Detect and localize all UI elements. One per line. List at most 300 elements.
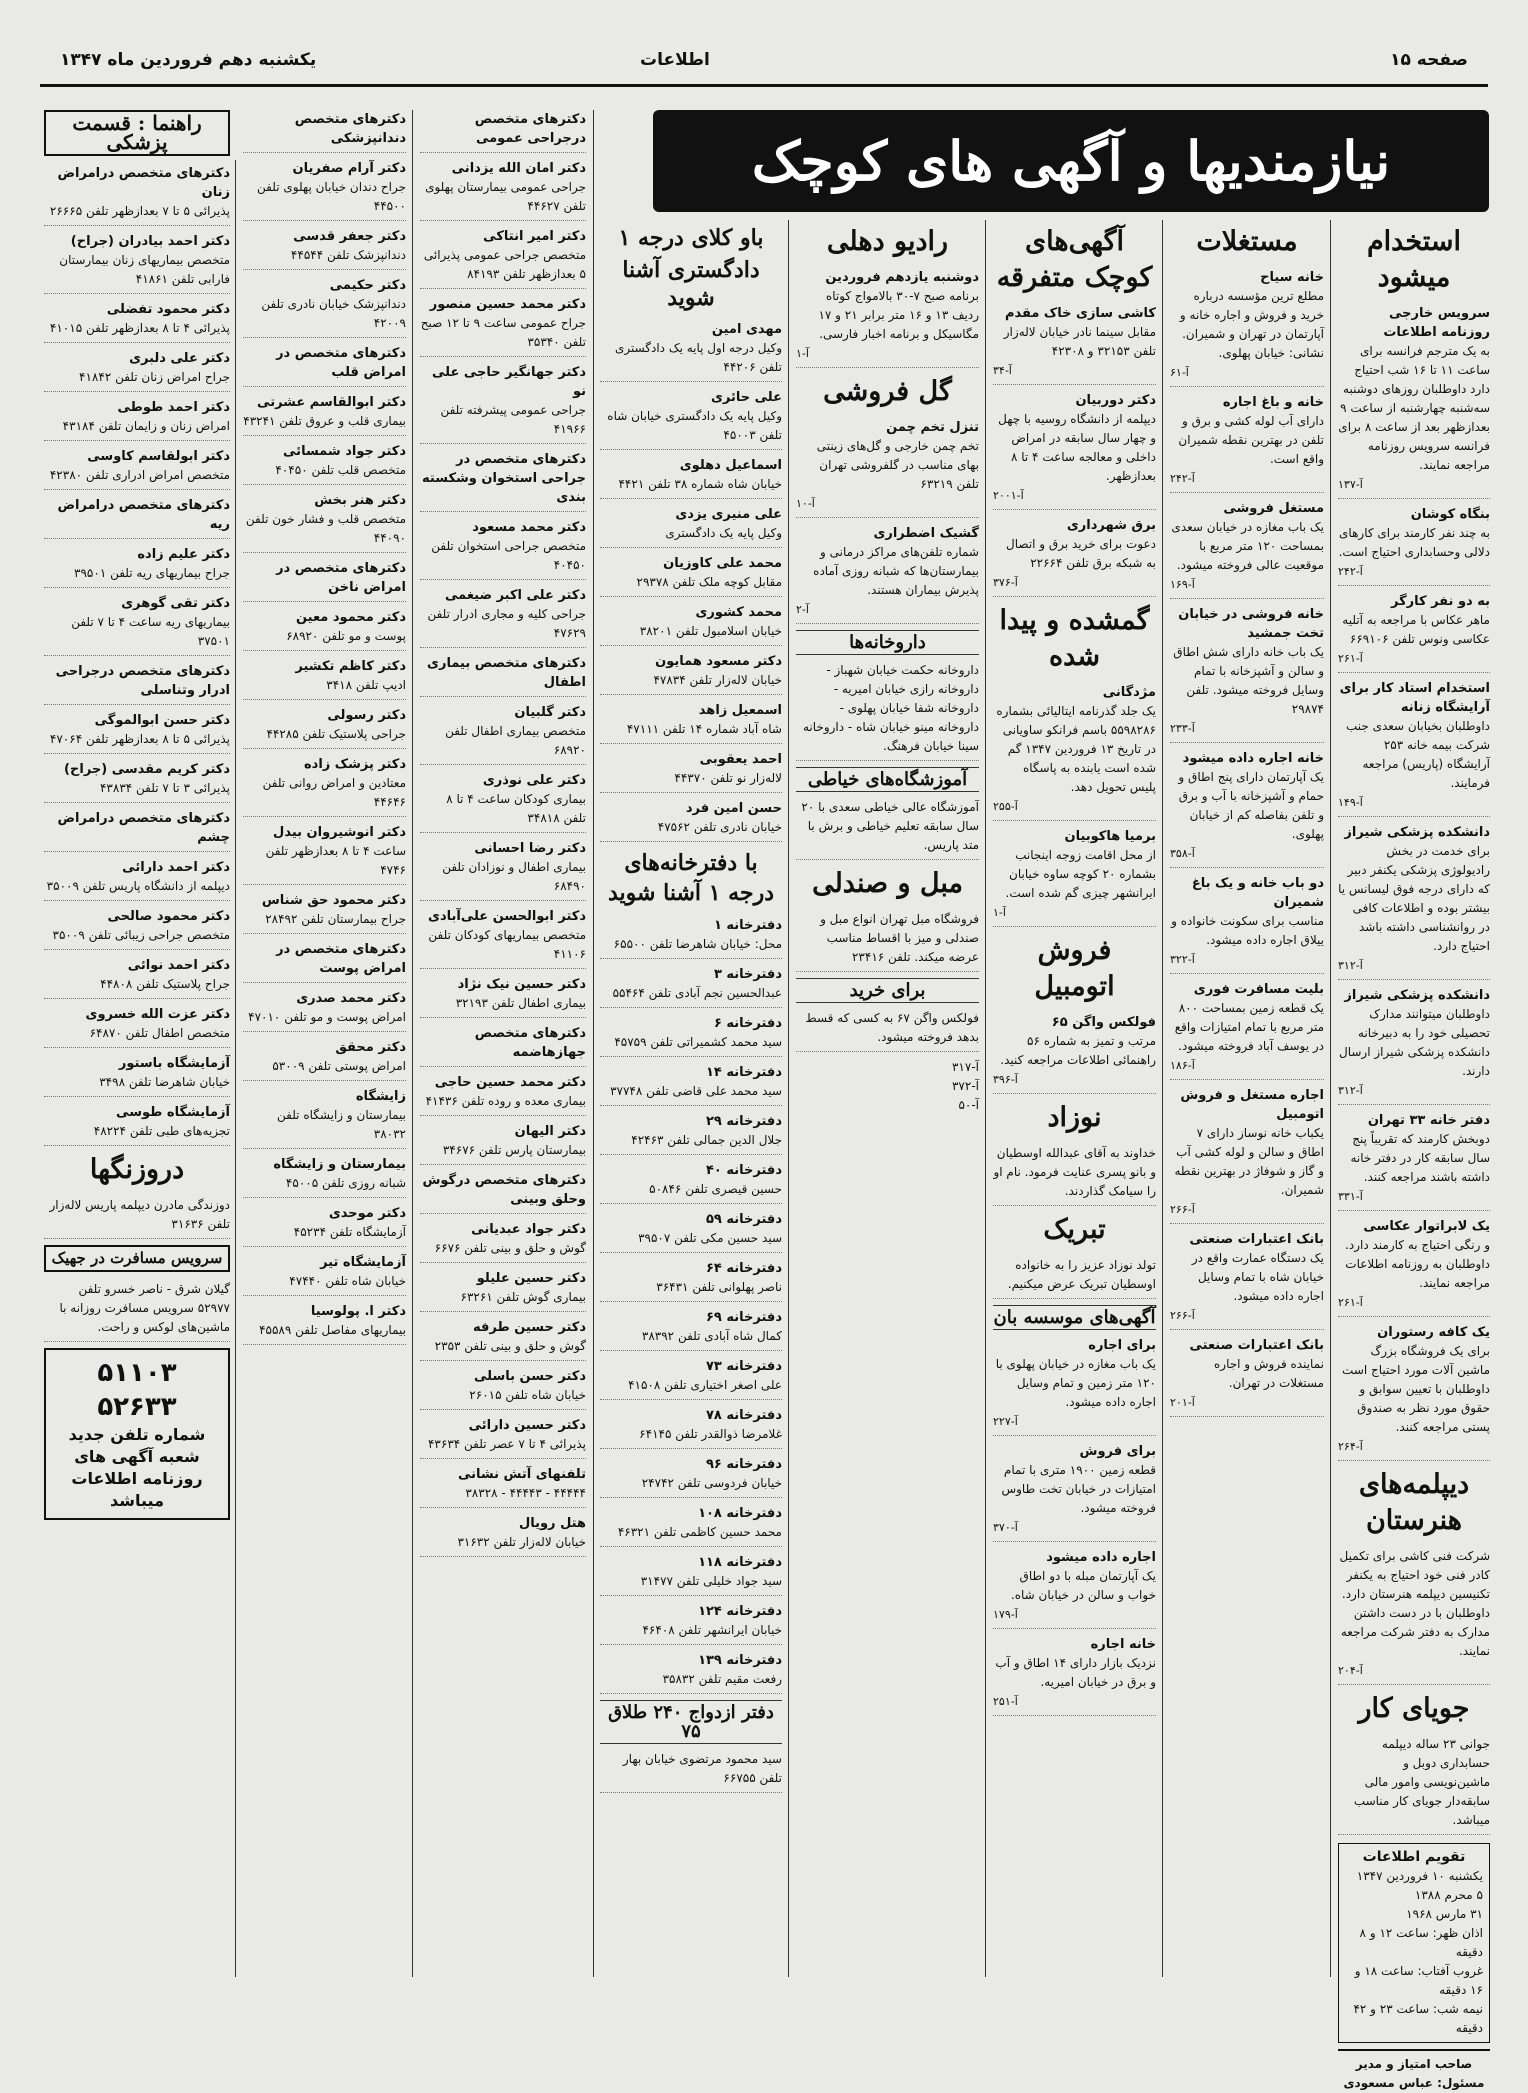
ad-text: ساعت ۴ تا ۸ بعدازظهر تلفن ۴۷۴۶ [265, 844, 406, 877]
ad-title: مهدی امین [711, 322, 782, 337]
ad-title: دفترخانه ۱۳۹ [698, 1653, 782, 1668]
ad-text: قطعه زمین ۱۹۰۰ متری با تمام امتیازات در خیابان تخت طاوس فروخته میشود. [1001, 1463, 1156, 1515]
ad-title: دکتر حکیمی [329, 278, 406, 293]
ad-title: خانه سیاح [1260, 270, 1324, 285]
ad-text: شماره تلفن‌های مراکز درمانی و بیمارستان‌ها که شبانه روزی آماده پذیرش بیماران هستند. [813, 545, 979, 597]
ad-item [600, 505, 782, 548]
ad-text: متخصص بیماریهای کودکان تلفن ۴۱۱۰۶ [428, 928, 586, 961]
ad-title: دفترخانه ۱۰۸ [698, 1506, 782, 1521]
section-heading-congrats: تبریک [1043, 1214, 1106, 1245]
ad-item [243, 344, 406, 387]
ad-item [1170, 1230, 1324, 1330]
ad-title: محمد کشوری [695, 605, 782, 620]
column-radio [796, 220, 979, 1990]
ad-reference: آ-۱۳۷ [1338, 478, 1363, 491]
ad-item [44, 858, 230, 901]
ad-text: علی اصغر اختیاری تلفن ۴۱۵۰۸ [628, 1378, 782, 1392]
ad-title: بانک اعتبارات صنعتی [1189, 1338, 1324, 1353]
ad-reference: آ-۲۰۴ [1338, 1664, 1363, 1677]
ad-title: دکتر حسن ابوالموگی [94, 713, 230, 728]
radio-refs [796, 1058, 979, 1115]
ad-text: متخصص قلب و فشار خون تلفن ۴۴۰۹۰ [245, 512, 406, 545]
ad-item [243, 159, 406, 221]
column-misc [993, 220, 1156, 1990]
ad-item [420, 839, 586, 901]
ad-text: یک آپارتمان مبله با دو اطاق خواب و سالن در خیابان شاه. [1010, 1569, 1156, 1602]
ad-item [44, 1103, 230, 1146]
ad-item [600, 1014, 782, 1057]
ad-text: پذیرائی ۴ تا ۷ عصر تلفن ۴۳۶۳۴ [427, 1437, 586, 1451]
ad-text: برنامه صبح ۷-۳۰ بالامواج کوتاه ردیف ۱۳ و ۱۶ متر برابر ۲۱ و ۱۷ مگاسیکل و برنامه اخبار فارسی. [818, 289, 979, 341]
ad-title: دکتر محمد صدری [296, 991, 406, 1006]
ad-title: بنگاه کوشان [1410, 507, 1490, 522]
ad-title: سرویس خارجی روزنامه اطلاعات [1383, 306, 1490, 340]
ad-text: ادیپ تلفن ۳۴۱۸ [326, 678, 406, 692]
ad-text: خیابان فردوسی تلفن ۲۴۷۴۲ [641, 1476, 782, 1490]
column-rule [235, 160, 236, 1977]
ad-text: وکیل درجه اول پایه یک دادگستری تلفن ۴۴۲۰۶ [614, 341, 782, 374]
section-heading-lawyers: باو کلای درجه ۱ [618, 225, 764, 251]
ad-item [600, 320, 782, 382]
ad-item [420, 771, 586, 833]
ad-text: وکیل پایه یک دادگستری [665, 526, 782, 540]
section-heading-newborn: نوزاد [1047, 1102, 1102, 1133]
ad-text: جراحی عمومی پیشرفته تلفن ۴۱۹۶۶ [440, 403, 586, 436]
ad-title: دکتر محقق [335, 1040, 406, 1055]
page-number: صفحه ۱۵ [1390, 50, 1468, 70]
ad-title: دکتر عزت الله خسروی [85, 1007, 230, 1022]
ad-item [44, 594, 230, 656]
ad-title: دفتر خانه ۳۳ تهران [1367, 1113, 1490, 1128]
ad-item [420, 159, 586, 221]
ad-title: دکترهای متخصص در امراض قلب [276, 346, 406, 380]
ad-reference: آ-۲۵۱ [993, 1695, 1018, 1708]
ad-item [44, 1054, 230, 1097]
ad-title: گشیک اضطراری [873, 526, 979, 541]
ad-title: استخدام استاد کار برای آرایشگاه زنانه [1339, 681, 1490, 715]
ad-item [243, 608, 406, 651]
ad-item [1338, 823, 1490, 980]
doctor-list-c [44, 164, 230, 1146]
ad-title: دکتر هنر بخش [314, 493, 406, 508]
ad-text: سید جواد خلیلی تلفن ۳۱۴۷۷ [640, 1574, 782, 1588]
ad-item [44, 545, 230, 588]
medical-guide-heading: راهنما : قسمت پزشکی [44, 110, 230, 156]
ad-title: دکتر پزشک زاده [303, 757, 406, 772]
ad-item [243, 227, 406, 270]
ad-title: دفترخانه ۲۹ [706, 1114, 782, 1129]
ad-item [44, 496, 230, 539]
travel-ad: گیلان شرق - ناصر خسرو تلفن ۵۲۹۷۷ سرویس مسافرت روزانه با ماشین‌های لوکس و راحت. [44, 1280, 230, 1342]
radio-ads [796, 268, 979, 368]
ad-text: یک باب خانه دارای شش اطاق و سالن و آشپزخانه با تمام وسایل فروخته میشود. تلفن ۲۹۸۷۴ [1173, 645, 1324, 716]
ad-title: دانشکده پزشکی شیراز [1344, 988, 1490, 1003]
ad-reference: آ-۲۴۲ [1170, 472, 1195, 485]
ad-title: دکتر مسعود همایون [655, 654, 782, 669]
section-heading-lost-found: گمشده و پیدا شده [999, 605, 1150, 672]
ad-title: دفترخانه ۱۲۴ [698, 1604, 782, 1619]
ad-item [600, 916, 782, 959]
ad-text: یک باب مغازه در خیابان پهلوی با ۱۲۰ متر زمین و تمام وسایل اجاره داده میشود. [995, 1357, 1156, 1409]
ad-item [420, 1269, 586, 1312]
ad-item [600, 1406, 782, 1449]
ad-title: کاشی سازی خاک مقدم [1004, 306, 1156, 321]
section-heading-marriage: دفتر ازدواج ۲۴۰ طلاق ۷۵ [600, 1700, 782, 1744]
section-heading-furniture: مبل و صندلی [812, 868, 963, 899]
tailoring-ad: آموزشگاه عالی خیاطی سعدی با ۲۰ سال سابقه تعلیم خیاطی و برش با متد پاریس. [796, 798, 979, 860]
ad-item [1170, 499, 1324, 599]
calendar-title: تقویم اطلاعات [1362, 1849, 1466, 1865]
ad-item [600, 1553, 782, 1596]
ad-text: بیماری معده و روده تلفن ۴۱۴۳۶ [425, 1094, 586, 1108]
ad-item [600, 1357, 782, 1400]
ad-title: دکتر جعفر قدسی [293, 229, 406, 244]
ad-item [600, 554, 782, 597]
ad-item [796, 418, 979, 518]
ad-text: خیابان لاله‌زار تلفن ۳۱۶۳۲ [457, 1535, 586, 1549]
lost-found-ads [993, 683, 1156, 927]
ad-item [600, 388, 782, 450]
ad-text: پذیرائی ۵ تا ۸ بعدازظهر تلفن ۴۷۰۶۴ [49, 732, 230, 746]
ad-item [420, 518, 586, 580]
ad-item [243, 1038, 406, 1081]
ad-text: داوطلبان بخیابان سعدی جنب شرکت بیمه خانه ۲۵۳ آرایشگاه (پاریس) مراجعه فرمایند. [1345, 719, 1490, 790]
employment-ads [1338, 304, 1490, 1461]
ad-title: دکتر رضا احسانی [474, 841, 586, 856]
ad-item [600, 603, 782, 646]
section-heading-diploma: دیپلمه‌های هنرستان [1358, 1469, 1470, 1536]
ad-title: دکتر محمود معین [295, 610, 406, 625]
ad-title: دفترخانه ۹۶ [706, 1457, 782, 1472]
ad-title: دکتر ا. پولوسیا [310, 1304, 406, 1319]
ad-title: آزمایشگاه تیر [320, 1255, 406, 1270]
lawyer-list [600, 320, 782, 842]
section-heading-pharmacies: داروخانه‌ها [796, 630, 979, 655]
ad-text: یک باب مغازه در خیابان سعدی بمساحت ۱۲۰ متر مربع با موقعیت عالی فروخته میشود. [1171, 520, 1324, 572]
ad-title: دکترهای متخصص درجراحی ادرار وتناسلی [55, 664, 230, 698]
ad-item [1338, 1217, 1490, 1317]
ad-item [420, 450, 586, 512]
ad-text: خیابان اسلامبول تلفن ۳۸۲۰۱ [639, 624, 782, 638]
ad-item [993, 304, 1156, 385]
ad-item [243, 559, 406, 602]
ad-text: تجزیه‌های طبی تلفن ۴۸۲۲۴ [93, 1124, 230, 1138]
list-line: ۵ محرم ۱۳۸۸ [1414, 1888, 1483, 1902]
column-doctors-dental [243, 110, 406, 1990]
ad-title: علی حائری [711, 390, 782, 405]
ad-reference: آ-۲۶۱ [1338, 1296, 1363, 1309]
ad-text: خیابان نادری تلفن ۴۷۵۶۲ [657, 820, 782, 834]
ad-item [1338, 1323, 1490, 1461]
ad-item [44, 809, 230, 852]
ad-item [600, 701, 782, 744]
ad-text: دوبخش کارمند که تقریباً پنج سال سابقه کار در دفتر خانه داشته باشند مراجعه کنند. [1350, 1132, 1490, 1184]
ad-title: دکتر محمد مسعود [472, 520, 586, 535]
ad-text: خیابان ایرانشهر تلفن ۴۶۴۰۸ [642, 1623, 782, 1637]
ad-title: دکتر تقی گوهری [121, 596, 230, 611]
ad-item [993, 683, 1156, 821]
ad-text: نماینده فروش و اجاره مستغلات در تهران. [1213, 1357, 1324, 1390]
ad-item [1170, 874, 1324, 974]
ad-text: خیابان شاه تلفن ۴۷۴۴۰ [289, 1274, 406, 1288]
ad-title: دکتر حسین دارائی [468, 1418, 586, 1433]
notary-list [600, 916, 782, 1694]
ad-item [243, 442, 406, 485]
tailor-ad: دوزندگی مادرن دیپلمه پاریس لاله‌زار تلفن ۳۱۶۳۶ [44, 1196, 230, 1239]
ad-title: اجاره مستغل و فروش اتومبیل [1180, 1088, 1324, 1122]
ad-title: دکتر حسن باسلی [474, 1369, 586, 1384]
ad-text: سید محمد علی قاضی تلفن ۳۷۷۴۸ [610, 1084, 782, 1098]
ad-item [243, 823, 406, 885]
section-heading-tailoring: آموزشگاه‌های خیاطی [796, 767, 979, 792]
ad-text: به چند نفر کارمند برای کارهای دلالی وحسابداری احتیاج است. [1338, 526, 1490, 559]
ad-item [44, 447, 230, 490]
ad-title: دفترخانه ۶۴ [706, 1261, 782, 1276]
ad-item [420, 654, 586, 697]
ad-item [600, 965, 782, 1008]
ad-title: دکتر موحدی [328, 1206, 406, 1221]
ad-item [243, 1204, 406, 1247]
ad-item [44, 398, 230, 441]
ad-text: دعوت برای خرید برق و اتصال به شبکه برق تلفن ۲۲۶۶۴ [1006, 537, 1156, 570]
ad-title: دکتر آرام صفریان [292, 161, 406, 176]
ad-title: دکتر کریم مقدسی (جراح) [64, 762, 230, 777]
ad-title: دکتر ابوالقاسم عشرتی [257, 395, 406, 410]
ad-title: دکتر دوربیان [1075, 393, 1156, 408]
ad-text: جراح عمومی ساعت ۹ تا ۱۲ صبح تلفن ۳۵۳۴۰ [420, 316, 586, 349]
ad-item [1170, 393, 1324, 493]
list-line: آ-۳۷۲ [951, 1079, 979, 1093]
ad-item [796, 524, 979, 624]
ad-title: دفترخانه ۷۳ [706, 1359, 782, 1374]
list-line: نیمه شب: ساعت ۲۳ و ۴۲ دقیقه [1353, 2002, 1483, 2035]
ad-item [243, 1253, 406, 1296]
ad-item [420, 227, 586, 289]
ad-title: تلفنهای آتش نشانی [457, 1467, 586, 1482]
ad-text: جراح امراض زنان تلفن ۴۱۸۴۲ [79, 370, 230, 384]
ad-title: یک لابراتوار عکاسی [1363, 1219, 1490, 1234]
ad-text: محل: خیابان شاهرضا تلفن ۶۵۵۰۰ [613, 937, 782, 951]
ad-title: دفترخانه ۱۱۸ [698, 1555, 782, 1570]
ad-item [1338, 505, 1490, 586]
ad-reference: آ-۳۳۱ [1338, 1190, 1363, 1203]
ad-title: دکترهای متخصص درامراض چشم [57, 811, 230, 845]
section-heading-buy: برای خرید [796, 978, 979, 1003]
ad-item [1170, 980, 1324, 1080]
new-phone-label: شماره تلفن جدید شعبه آگهی های روزنامه اطلاعات میباشد [68, 1425, 206, 1510]
ad-title: علی منیری یزدی [675, 507, 782, 522]
ad-item [1170, 605, 1324, 743]
ad-reference: آ-۳۷۰ [993, 1521, 1018, 1534]
ad-text: مطلع ترین مؤسسه درباره خرید و فروش و اجاره خانه و آپارتمان در تهران و شمیران. نشانی: خیابان پهلوی. [1179, 289, 1324, 360]
publisher-note: صاحب امتیاز و مدیر مسئول: عباس مسعودی [1338, 2049, 1490, 2093]
ad-text: دندانپزشک تلفن ۴۴۵۴۴ [290, 248, 406, 262]
ad-item [420, 1367, 586, 1410]
ad-item [243, 276, 406, 338]
ad-reference: آ-۲ [796, 603, 809, 616]
ad-text: رفعت مقیم تلفن ۳۵۸۳۲ [662, 1672, 782, 1686]
ad-text: کمال شاه آبادی تلفن ۳۸۳۹۲ [641, 1329, 782, 1343]
ad-title: دکتر حسین طرفه [472, 1320, 586, 1335]
ad-text: شبانه روزی تلفن ۴۵۰۰۵ [285, 1176, 406, 1190]
ad-item [600, 1504, 782, 1547]
real-estate-ads [1170, 268, 1324, 1417]
ad-title: دکترهای متخصص در جراحی استخوان وشکسته بندی [422, 452, 586, 505]
ad-text: بیماری قلب و عروق تلفن ۴۳۲۴۱ [243, 414, 406, 428]
ad-item [1338, 679, 1490, 817]
new-phone-box [44, 1348, 230, 1520]
ad-item [44, 164, 230, 226]
ad-title: دکترهای متخصص درجراحی عمومی [474, 112, 586, 146]
doctor-list-a [420, 110, 586, 1557]
ad-title: به دو نفر کارگر [1391, 594, 1490, 609]
section-heading-tailors: دروزنگها [89, 1154, 185, 1185]
column-lawyers [600, 220, 782, 1990]
ad-title: دکتر علی اکبر ضیغمی [444, 588, 586, 603]
ad-title: زایشگاه [355, 1089, 406, 1104]
ad-title: دکتر رسولی [327, 708, 406, 723]
ad-item [993, 827, 1156, 927]
ad-text: یک قطعه زمین بمساحت ۸۰۰ متر مربع با تمام امتیازات واقع در یوسف آباد فروخته میشود. [1174, 1001, 1324, 1053]
ad-title: دکتر ابولقاسم کاوسی [87, 449, 230, 464]
ad-title: دکتر احمد دارائی [122, 860, 230, 875]
ad-item [44, 711, 230, 754]
ad-reference: آ-۲۰۱ [1170, 1396, 1195, 1409]
ad-item [600, 456, 782, 499]
ad-item [1338, 592, 1490, 673]
ad-text: دیپلمه از دانشگاه روسیه با چهل و چهار سال سابقه در امراض داخلی و معالجه ساعت ۴ تا ۸ بعدازظهر. [998, 412, 1156, 483]
ad-text: شاه آباد شماره ۱۴ تلفن ۴۷۱۱۱ [626, 722, 782, 736]
ad-title: دکتر ابوالحسن علی‌آبادی [428, 909, 586, 924]
ad-item [600, 750, 782, 793]
ad-text: یک جلد گذرنامه ایتالیائی بشماره ۵۵۹۸۲۸۶ باسم فرانکو ساویانی در تاریخ ۱۳ فروردین ۱۳۴۷ گم شده است یابنده به پاسگاه پلیس تحویل دهد. [996, 704, 1156, 794]
ad-title: دکتر حسین علیلو [476, 1271, 586, 1286]
header-rule [40, 84, 1488, 87]
ad-title: برق شهرداری [1066, 518, 1156, 533]
list-line: یکشنبه ۱۰ فروردین ۱۳۴۷ [1356, 1869, 1483, 1883]
ad-text: متخصص اطفال تلفن ۶۴۸۷۰ [89, 1026, 230, 1040]
ad-text: مقابل سینما نادر خیابان لاله‌زار تلفن ۳۲۱۵۳ و ۴۲۳۰۸ [1003, 325, 1156, 358]
ad-title: دکترهای متخصص بیماری اطفال [427, 656, 586, 690]
ad-reference: آ-۲۲۷ [993, 1415, 1018, 1428]
ad-text: پذیرائی ۵ تا ۷ بعدازظهر تلفن ۲۶۶۶۵ [49, 204, 230, 218]
ad-text: حسین قیصری تلفن ۵۰۸۴۶ [649, 1182, 782, 1196]
ad-title: دکتر احمد نوائی [127, 958, 230, 973]
ad-item [243, 1302, 406, 1345]
ad-text: امراض پوستی تلفن ۵۳۰۰۹ [272, 1059, 406, 1073]
ad-text: بیماری گوش تلفن ۶۳۲۶۱ [460, 1290, 586, 1304]
ad-text: جراحی پلاستیک تلفن ۴۴۲۸۵ [266, 727, 406, 741]
ad-text: ۴۴۴۴۴ - ۴۴۴۴۳ - ۳۸۳۲۸ [465, 1486, 586, 1500]
marriage-ad: سید محمود مرتضوی خیابان بهار تلفن ۶۶۷۵۵ [600, 1750, 782, 1793]
ad-item [420, 975, 586, 1018]
ad-title: دفترخانه ۳ [713, 967, 782, 982]
ad-title: دکتر گلبیان [514, 705, 586, 720]
ad-title: دو باب خانه و یک باغ شمیران [1191, 876, 1324, 910]
ad-title: دکترهای متخصص درگوش وحلق وبینی [422, 1173, 586, 1207]
ad-item [993, 1336, 1156, 1436]
ad-text: ناصر پهلوانی تلفن ۳۶۴۳۱ [656, 1280, 782, 1294]
ad-text: محمد حسین کاظمی تلفن ۴۶۳۲۱ [617, 1525, 782, 1539]
doctor-list-b [243, 110, 406, 1345]
ad-item [44, 1005, 230, 1048]
calendar-box [1338, 1843, 1490, 2043]
section-heading-jobseeker: جویای کار [1358, 1693, 1470, 1724]
ad-text: متخصص قلب تلفن ۴۰۴۵۰ [275, 463, 406, 477]
paper-name: اطلاعات [640, 50, 710, 70]
ad-item [420, 1024, 586, 1067]
ad-title: بیمارستان و زایشگاه [273, 1157, 406, 1172]
ad-item [243, 393, 406, 436]
section-heading-misc: آگهی‌های کوچک متفرقه [996, 226, 1153, 293]
ad-title: احمد یعقوبی [699, 752, 782, 767]
ad-item [243, 110, 406, 153]
ad-reference: آ-۲۰۰۱ [993, 489, 1024, 502]
ad-item [600, 799, 782, 842]
ad-text: معتادین و امراض روانی تلفن ۴۴۶۴۶ [262, 776, 406, 809]
ad-item [243, 989, 406, 1032]
ad-title: فولکس واگن ۶۵ [1051, 1015, 1156, 1030]
ad-text: خیابان شاه شماره ۳۸ تلفن ۴۴۲۱ [618, 477, 782, 491]
ad-title: دکتر محمود صالحی [107, 909, 230, 924]
pharmacy-list: داروخانه حکمت خیابان شهباز - داروخانه رازی خیابان امیریه - داروخانه شفا خیابان پهلوی - داروخانه مینو خیابان شاه - داروخانه سینا خیابان فرهنگ. [796, 661, 979, 761]
ad-text: آزمایشگاه تلفن ۴۵۲۳۴ [293, 1225, 406, 1239]
ad-text: وکیل پایه یک دادگستری خیابان شاه تلفن ۴۵۰۰۳ [607, 409, 782, 442]
ad-item [600, 1161, 782, 1204]
column-rule [788, 220, 789, 1977]
new-phone-2: ۵۲۶۳۳ [97, 1392, 177, 1422]
ad-reference: آ-۳۱۲ [1338, 1084, 1363, 1097]
ad-text: داوطلبان میتوانند مدارک تحصیلی خود را به دبیرخانه دانشکده پزشکی شیراز ارسال دارند. [1338, 1007, 1490, 1078]
ad-title: دفترخانه ۵۹ [706, 1212, 782, 1227]
ad-text: امراض پوست و مو تلفن ۴۷۰۱۰ [248, 1010, 406, 1024]
furniture-ad: فروشگاه مبل تهران انواع مبل و صندلی و میز با اقساط مناسب عرضه میکند. تلفن ۲۳۴۱۶ [796, 910, 979, 972]
ad-item [420, 703, 586, 765]
ad-item [44, 760, 230, 803]
ad-title: دکترهای متخصص در امراض ناخن [276, 561, 406, 595]
ad-text: گوش و حلق و بینی تلفن ۲۳۵۳ [434, 1339, 586, 1353]
ad-reference: آ-۳۹۶ [993, 1073, 1018, 1086]
column-employment [1338, 220, 1490, 2090]
ad-title: خانه فروشی در خیابان تخت جمشید [1178, 607, 1324, 641]
ad-text: برای یک فروشگاه بزرگ ماشین آلات مورد احتیاج است داوطلبان با تعیین سوابق و حقوق مورد نظر به صندوق پستی مراجعه کنند. [1342, 1344, 1490, 1434]
ad-title: دکترهای متخصص در امراض پوست [276, 942, 406, 976]
ad-title: مژدگانی [1102, 685, 1156, 700]
new-phone-1: ۵۱۱۰۳ [97, 1358, 177, 1388]
ad-title: دکتر محمد حسین حاجی [434, 1075, 586, 1090]
diploma-ad [1338, 1547, 1490, 1685]
section-heading-real-estate: مستغلات [1196, 226, 1298, 257]
ad-item [796, 268, 979, 368]
ad-item [420, 1465, 586, 1508]
ad-item [600, 1112, 782, 1155]
ad-title: دکتر علیم زاده [137, 547, 230, 562]
ad-title: محمد علی کاوزیان [663, 556, 782, 571]
ad-item [1338, 986, 1490, 1105]
ad-reference: آ-۲۴۲ [1338, 565, 1363, 578]
ad-text: دندانپزشک خیابان نادری تلفن ۴۲۰۰۹ [261, 297, 406, 330]
section-heading-radio: رادیو دهلی [826, 226, 949, 257]
ad-reference: آ-۱۸۶ [1170, 1059, 1195, 1072]
ad-text: بیماری کودکان ساعت ۴ تا ۸ تلفن ۳۴۸۱۸ [446, 792, 586, 825]
section-heading-car-sale: فروش اتومبیل [1034, 935, 1115, 1002]
ad-item [243, 1087, 406, 1149]
ad-item [1170, 1336, 1324, 1417]
ad-title: دکتر امان الله یزدانی [451, 161, 586, 176]
section-heading-agency: آگهی‌های موسسه بان [993, 1307, 1156, 1328]
ad-text: جراح بیمارستان تلفن ۲۸۴۹۲ [265, 912, 406, 926]
ad-title: دکترهای متخصص جهازهاضمه [474, 1026, 586, 1060]
